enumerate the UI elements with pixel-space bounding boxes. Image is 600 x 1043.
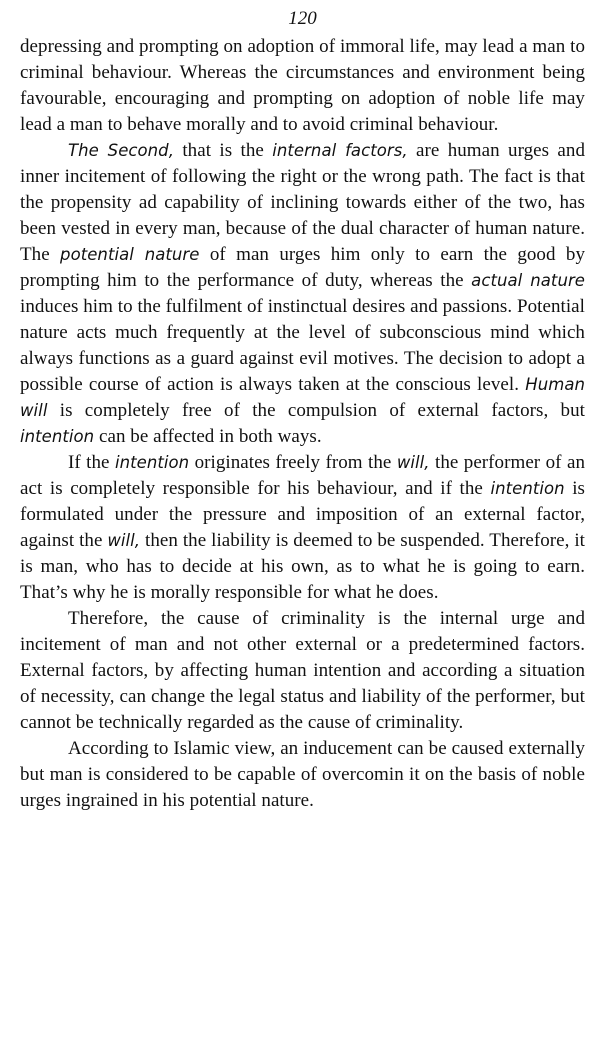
paragraph <box>20 736 585 814</box>
page-number: 120 <box>288 8 317 29</box>
emphasized-text: intention <box>490 479 565 498</box>
body-text <box>20 34 585 814</box>
text-segment: of man urges him only to earn the good by prompting him to the performance of duty, whereas the <box>20 244 585 291</box>
text-segment: is completely free of the compulsion of external factors, but <box>47 400 585 421</box>
text-segment: that is the <box>174 140 273 161</box>
paragraph <box>20 450 585 606</box>
text-segment: According to Islamic view, an inducement can be caused externally but man is considered to be capable of overcomin it on the basis of noble urges ingrained in his potential nature. <box>20 738 585 811</box>
text-segment: If the <box>68 452 115 473</box>
text-segment: is formulated under the pressure and imposition of an external factor, against the <box>20 478 585 551</box>
text-segment: originates freely from the <box>189 452 397 473</box>
emphasized-text: Human will <box>20 375 585 420</box>
emphasized-text: will, <box>396 453 430 472</box>
text-segment: are human urges and inner incitement of following the right or the wrong path. The fact is that the propensity ad capability of inclining towards either of the two, has been vested in every man, because of the dual character of human nature. The <box>20 140 586 265</box>
emphasized-text: potential nature <box>60 245 200 264</box>
text-segment: induces him to the fulfilment of instinctual desires and passions. Potential nature acts much frequently at the level of subconscious mind which always functions as a guard against evil motives. The decision to adopt a possible course of action is always taken at the conscious level. <box>20 296 585 395</box>
emphasized-text: actual nature <box>471 271 585 290</box>
text-segment: depressing and prompting on adoption of immoral life, may lead a man to criminal behaviour. Whereas the circumstances and environment being favourable, encouraging and prompting on adoption of noble life may lead a man to behave morally and to avoid criminal behaviour. <box>20 36 585 135</box>
document-page <box>20 6 585 814</box>
emphasized-text: The Second, <box>68 141 174 160</box>
emphasized-text: will, <box>107 531 141 550</box>
paragraph <box>20 138 585 450</box>
text-segment: the performer of an act is completely responsible for his behaviour, and if the <box>20 452 585 499</box>
emphasized-text: internal factors, <box>272 141 408 160</box>
paragraph <box>20 606 585 736</box>
emphasized-text: intention <box>114 453 190 472</box>
text-segment: can be affected in both ways. <box>94 426 322 447</box>
emphasized-text: intention <box>20 427 95 446</box>
paragraph <box>20 34 585 138</box>
text-segment: Therefore, the cause of criminality is the internal urge and incitement of man and not other external or a predetermined factors. External factors, by affecting human intention and according a situation of necessity, can change the legal status and liability of the performer, but cannot be technically regarded as the cause of criminality. <box>20 608 585 733</box>
text-segment: then the liability is deemed to be suspended. Therefore, it is man, who has to decide at his own, as to what he is going to earn. That’s why he is morally responsible for what he does. <box>20 530 585 603</box>
